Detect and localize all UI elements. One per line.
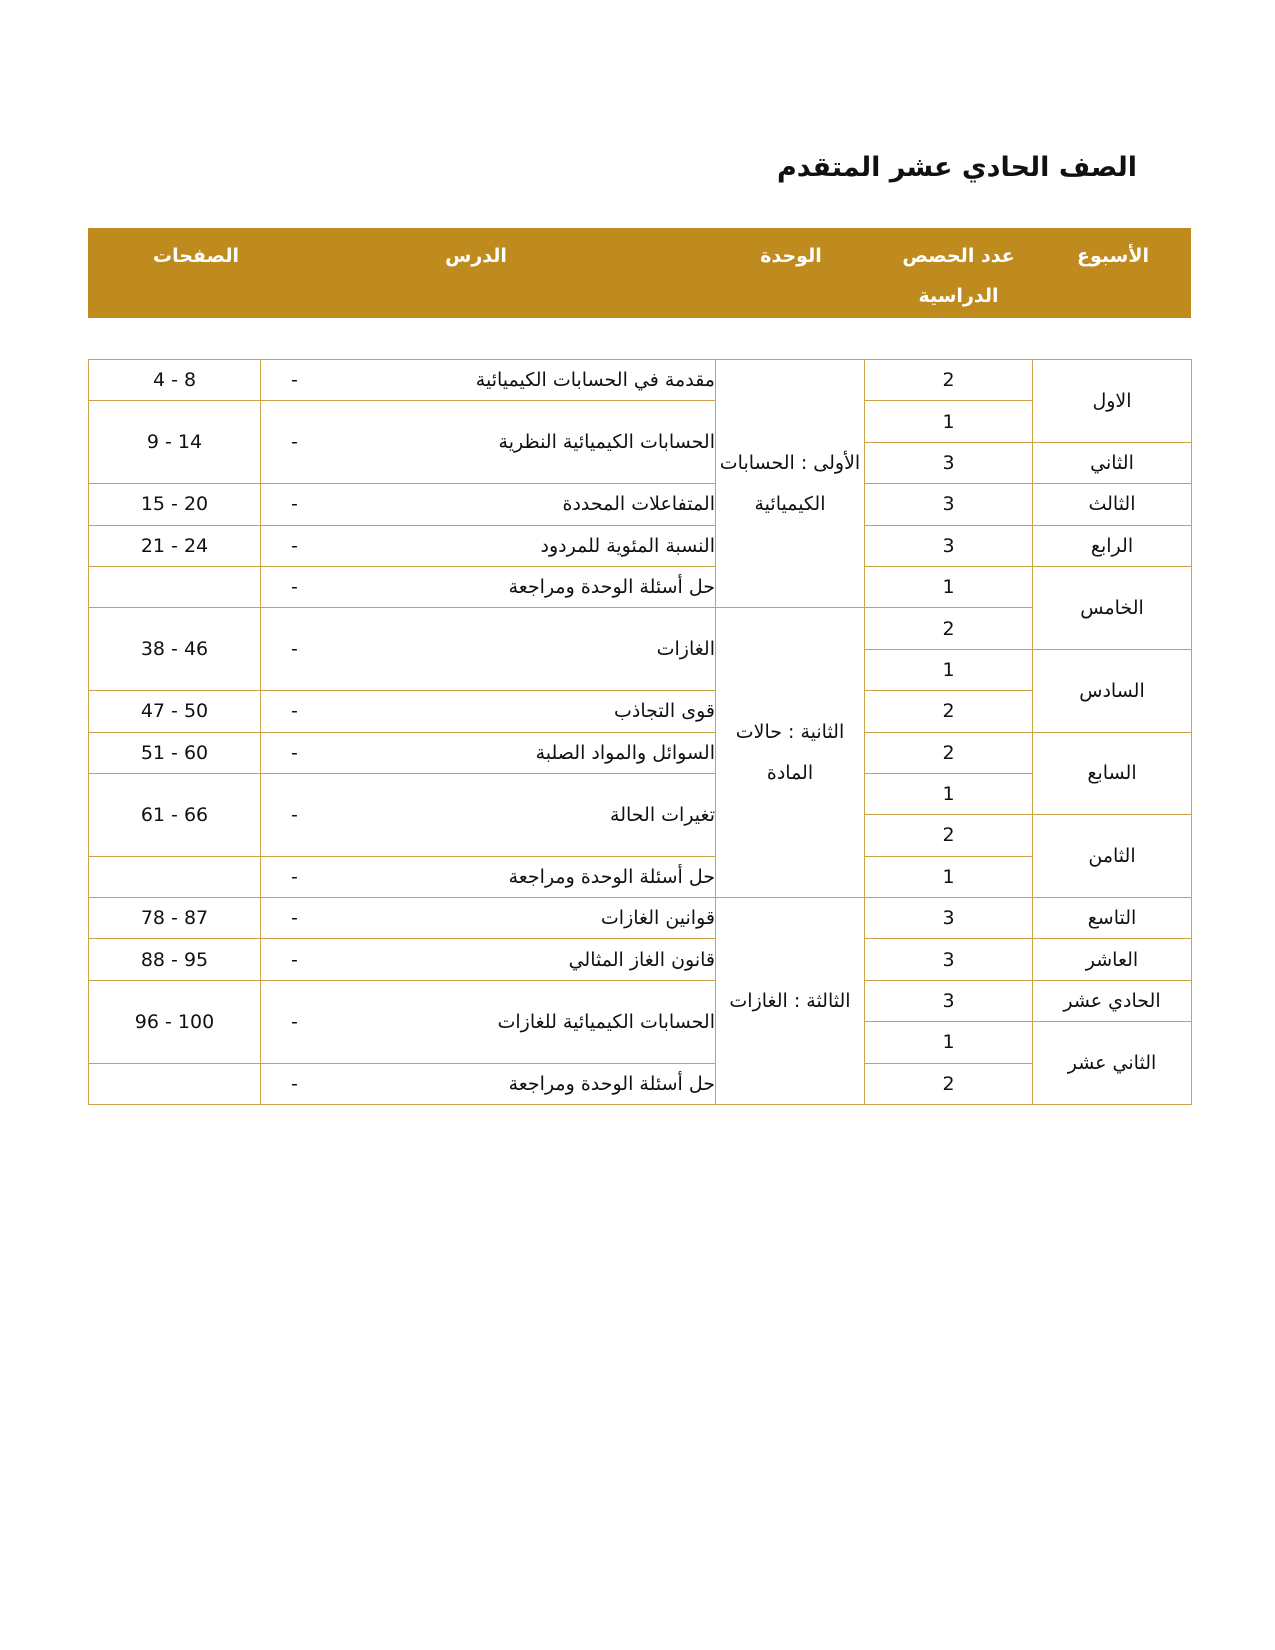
header-periods (881, 236, 1036, 316)
schedule-table (88, 359, 1192, 1105)
header-week: الأسبوع (1077, 245, 1149, 267)
table-row (89, 566, 1192, 607)
lesson-dash: - (291, 865, 298, 888)
header-unit: الوحدة (760, 245, 822, 267)
lesson-cell (261, 484, 716, 525)
week-cell: السادس (1033, 649, 1192, 732)
week-cell: الحادي عشر (1033, 980, 1192, 1021)
periods-cell: 1 (865, 566, 1033, 607)
pages-cell: 61 - 66 (89, 773, 261, 856)
table-row (89, 691, 1192, 732)
lesson-title: قانون الغاز المثالي (568, 948, 715, 971)
periods-cell: 3 (865, 939, 1033, 980)
lesson-title: حل أسئلة الوحدة ومراجعة (508, 1072, 715, 1095)
header-pages: الصفحات (153, 245, 239, 267)
lesson-dash: - (291, 638, 298, 661)
table-row (89, 484, 1192, 525)
week-cell: السابع (1033, 732, 1192, 815)
table-header (88, 228, 1191, 318)
periods-cell: 2 (865, 815, 1033, 856)
week-cell: التاسع (1033, 898, 1192, 939)
periods-cell: 1 (865, 773, 1033, 814)
table-row (89, 525, 1192, 566)
table-row (89, 939, 1192, 980)
lesson-title: تغيرات الحالة (610, 803, 715, 826)
pages-cell (89, 566, 261, 607)
header-periods-line1: عدد الحصص (902, 245, 1015, 267)
lesson-title: مقدمة في الحسابات الكيميائية (475, 369, 715, 392)
periods-cell: 1 (865, 1022, 1033, 1063)
table-row (89, 608, 1192, 649)
pages-cell: 88 - 95 (89, 939, 261, 980)
periods-cell: 3 (865, 442, 1033, 483)
week-cell: العاشر (1033, 939, 1192, 980)
periods-cell: 2 (865, 608, 1033, 649)
lesson-dash: - (291, 907, 298, 930)
lesson-cell (261, 856, 716, 897)
lesson-cell (261, 939, 716, 980)
pages-cell: 96 - 100 (89, 980, 261, 1063)
unit-cell: الأولى : الحسابات الكيميائية (716, 360, 865, 608)
pages-cell: 21 - 24 (89, 525, 261, 566)
week-cell: الثامن (1033, 815, 1192, 898)
week-cell: الثاني (1033, 442, 1192, 483)
lesson-title: الحسابات الكيميائية النظرية (498, 431, 715, 454)
lesson-cell (261, 773, 716, 856)
pages-cell: 78 - 87 (89, 898, 261, 939)
lesson-title: المتفاعلات المحددة (562, 493, 715, 516)
periods-cell: 2 (865, 360, 1033, 401)
lesson-title: قوى التجاذب (613, 700, 715, 723)
pages-cell: 9 - 14 (89, 401, 261, 484)
table-row (89, 732, 1192, 773)
lesson-dash: - (291, 576, 298, 599)
lesson-dash: - (291, 534, 298, 557)
pages-cell: 15 - 20 (89, 484, 261, 525)
lesson-dash: - (291, 1010, 298, 1033)
periods-cell: 2 (865, 1063, 1033, 1104)
lesson-dash: - (291, 369, 298, 392)
pages-cell: 47 - 50 (89, 691, 261, 732)
lesson-dash: - (291, 948, 298, 971)
periods-cell: 2 (865, 732, 1033, 773)
header-lesson: الدرس (445, 245, 507, 267)
lesson-cell (261, 980, 716, 1063)
table-row (89, 856, 1192, 897)
week-cell: الخامس (1033, 566, 1192, 649)
lesson-dash: - (291, 493, 298, 516)
lesson-cell (261, 1063, 716, 1104)
week-cell: الثالث (1033, 484, 1192, 525)
periods-cell: 3 (865, 525, 1033, 566)
lesson-dash: - (291, 700, 298, 723)
pages-cell: 51 - 60 (89, 732, 261, 773)
periods-cell: 1 (865, 649, 1033, 690)
lesson-title: قوانين الغازات (600, 907, 715, 930)
lesson-cell (261, 566, 716, 607)
pages-cell (89, 856, 261, 897)
periods-cell: 3 (865, 484, 1033, 525)
unit-cell: الثالثة : الغازات (716, 898, 865, 1105)
lesson-cell (261, 360, 716, 401)
pages-cell (89, 1063, 261, 1104)
week-cell: الثاني عشر (1033, 1022, 1192, 1105)
lesson-cell (261, 401, 716, 484)
page-title: الصف الحادي عشر المتقدم (777, 152, 1137, 183)
week-cell: الاول (1033, 360, 1192, 443)
pages-cell: 4 - 8 (89, 360, 261, 401)
lesson-cell (261, 525, 716, 566)
lesson-title: الحسابات الكيميائية للغازات (497, 1010, 715, 1033)
table-row (89, 980, 1192, 1021)
periods-cell: 3 (865, 898, 1033, 939)
pages-cell: 38 - 46 (89, 608, 261, 691)
lesson-title: الغازات (656, 638, 715, 661)
lesson-cell (261, 732, 716, 773)
table-row (89, 401, 1192, 442)
lesson-title: حل أسئلة الوحدة ومراجعة (508, 865, 715, 888)
lesson-cell (261, 898, 716, 939)
table-row (89, 773, 1192, 814)
periods-cell: 3 (865, 980, 1033, 1021)
lesson-title: النسبة المئوية للمردود (540, 534, 715, 557)
lesson-dash: - (291, 1072, 298, 1095)
lesson-title: حل أسئلة الوحدة ومراجعة (508, 576, 715, 599)
lesson-dash: - (291, 431, 298, 454)
unit-cell: الثانية : حالات المادة (716, 608, 865, 898)
lesson-dash: - (291, 741, 298, 764)
table-row (89, 898, 1192, 939)
lesson-cell (261, 608, 716, 691)
lesson-cell (261, 691, 716, 732)
week-cell: الرابع (1033, 525, 1192, 566)
table-row (89, 360, 1192, 401)
periods-cell: 2 (865, 691, 1033, 732)
lesson-title: السوائل والمواد الصلبة (535, 741, 715, 764)
header-periods-line2: الدراسية (918, 285, 999, 307)
periods-cell: 1 (865, 401, 1033, 442)
table-row (89, 1063, 1192, 1104)
lesson-dash: - (291, 803, 298, 826)
periods-cell: 1 (865, 856, 1033, 897)
